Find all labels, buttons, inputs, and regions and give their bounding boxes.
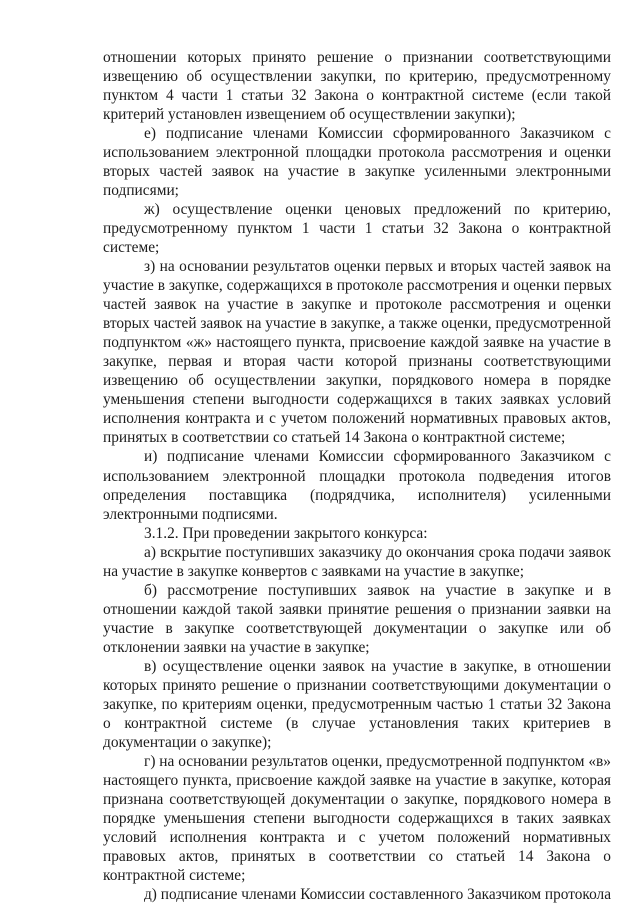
- text-line: подписями;: [103, 182, 179, 199]
- text-line: з) на основании результатов оценки первых и вторых частей заявок на: [144, 258, 611, 275]
- text-line: принятых в соответствии со статьей 14 Закона о контрактной системе;: [103, 429, 566, 446]
- text-line: подпунктом «ж» настоящего пункта, присвоение каждой заявке на участие в: [103, 334, 611, 351]
- text-line: е) подписание членами Комиссии сформированного Заказчиком с: [144, 125, 611, 142]
- text-line: условий исполнения контракта и с учетом положений нормативных: [103, 829, 611, 846]
- text-line: 3.1.2. При проведении закрытого конкурса:: [144, 525, 428, 542]
- text-line: отношении каждой такой заявки принятие решения о признании заявки на: [103, 601, 611, 618]
- text-line: правовых актов, принятых в соответствии со статьей 14 Закона о: [103, 848, 611, 865]
- text-line: которых принято решение о признании соответствующими документации о: [103, 677, 611, 694]
- text-line: порядке уменьшения степени выгодности содержащихся в таких заявках: [103, 810, 611, 827]
- text-line: использованием электронной площадки протокола подведения итогов: [103, 468, 611, 485]
- text-line: на участие в закупке конвертов с заявками на участие в закупке;: [103, 563, 525, 580]
- text-line: использованием электронной площадки протокола рассмотрения и оценки: [103, 144, 611, 161]
- text-line: извещению об осуществлении закупки, порядкового номера в порядке: [103, 372, 611, 389]
- text-line: б) рассмотрение поступивших заявок на участие в закупке и в: [144, 582, 611, 599]
- text-line: частей заявок на участие в закупке и протоколе рассмотрения и оценки: [103, 296, 611, 313]
- text-line: отклонении заявки на участие в закупке;: [103, 639, 370, 656]
- text-line: признана соответствующей документации о закупке, порядкового номера в: [103, 791, 611, 808]
- text-line: г) на основании результатов оценки, предусмотренной подпунктом «в»: [144, 753, 611, 770]
- text-line: настоящего пункта, присвоение каждой заявке на участие в закупке, которая: [103, 772, 611, 789]
- text-line: о контрактной системе (в случае установления таких критериев в: [103, 715, 611, 732]
- text-line: участие в закупке, содержащихся в протоколе рассмотрения и оценки первых: [103, 277, 612, 294]
- text-line: контрактной системе;: [103, 867, 246, 884]
- text-line: и) подписание членами Комиссии сформированного Заказчиком с: [144, 448, 611, 465]
- text-line: уменьшения степени выгодности содержащихся в таких заявках условий: [103, 391, 611, 408]
- text-line: в) осуществление оценки заявок на участие в закупке, в отношении: [144, 658, 611, 675]
- text-line: вторых частей заявок на участие в закупке, а также оценки, предусмотренной: [103, 315, 611, 332]
- text-line: определения поставщика (подрядчика, исполнителя) усиленными: [103, 487, 611, 504]
- text-line: а) вскрытие поступивших заказчику до окончания срока подачи заявок: [144, 544, 611, 561]
- text-line: закупке, по критериям оценки, предусмотренным частью 1 статьи 32 Закона: [103, 696, 611, 713]
- text-line: предусмотренному пунктом 1 части 1 статьи 32 Закона о контрактной: [103, 220, 611, 237]
- text-line: критерий установлен извещением об осуществлении закупки);: [103, 106, 516, 123]
- text-line: отношении которых принято решение о признании соответствующими: [103, 49, 611, 66]
- text-line: вторых частей заявок на участие в закупке усиленными электронными: [103, 163, 611, 180]
- text-line: пунктом 4 части 1 статьи 32 Закона о контрактной системе (если такой: [103, 87, 611, 104]
- text-line: извещению об осуществлении закупки, по критерию, предусмотренному: [103, 68, 611, 85]
- text-line: закупке, первая и вторая части которой признаны соответствующими: [103, 353, 611, 370]
- text-line: ж) осуществление оценки ценовых предложений по критерию,: [144, 201, 611, 218]
- text-line: документации о закупке);: [103, 734, 272, 751]
- text-line: участие в закупке соответствующей документации о закупке или об: [103, 620, 611, 637]
- text-line: исполнения контракта и с учетом положений нормативных правовых актов,: [103, 410, 611, 427]
- text-line: системе;: [103, 239, 160, 256]
- text-line: д) подписание членами Комиссии составленного Заказчиком протокола: [144, 886, 611, 903]
- text-line: электронными подписями.: [103, 506, 278, 523]
